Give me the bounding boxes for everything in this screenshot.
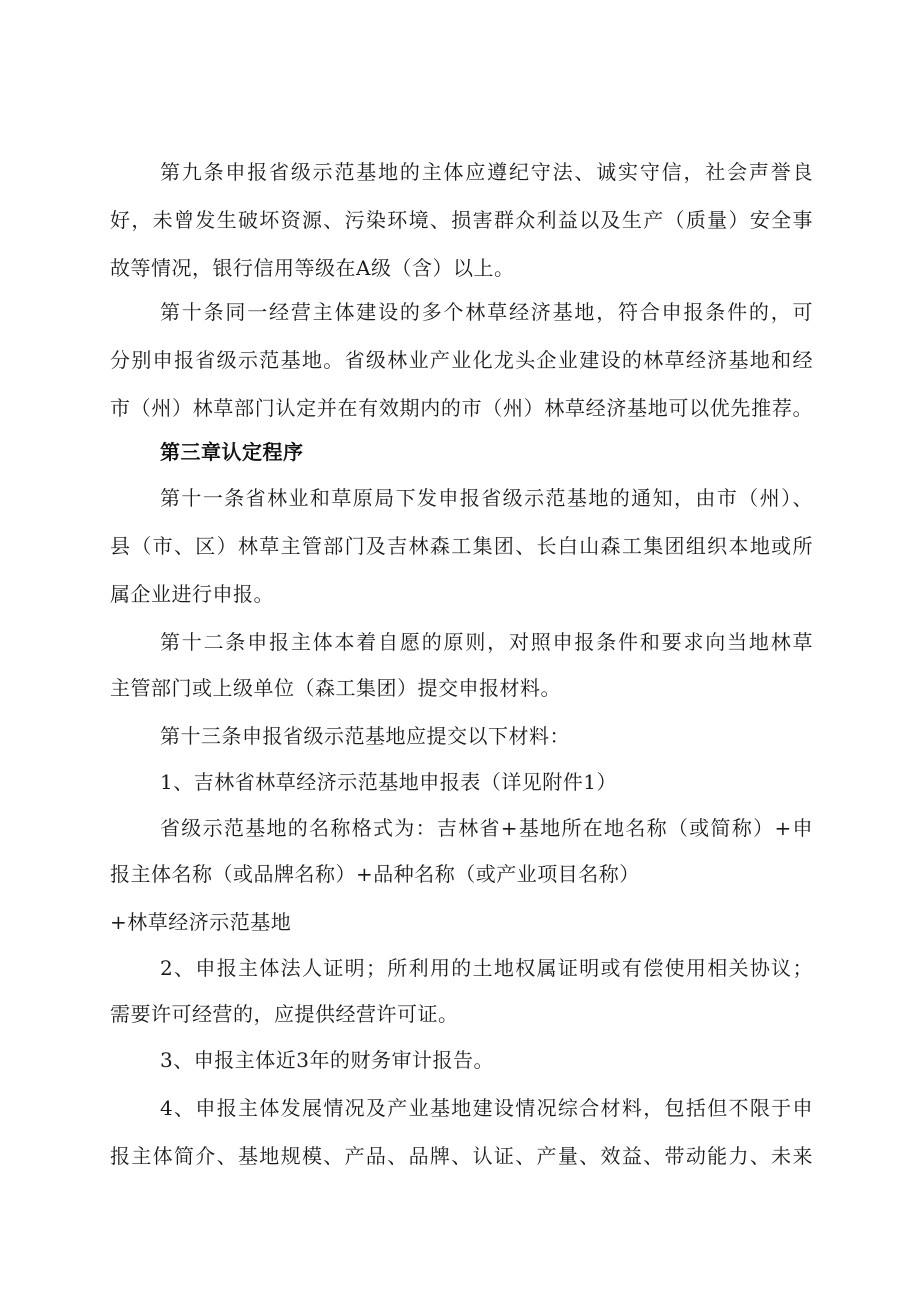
article-11-line-1: 第十一条省林业和草原局下发申报省级示范基地的通知，由市（州）、: [160, 486, 813, 510]
article-10-line-2: 分别申报省级示范基地。省级林业产业化龙头企业建设的林草经济基地和经: [110, 348, 813, 372]
naming-format-line-2: 报主体名称（或品牌名称）+品种名称（或产业项目名称）: [110, 862, 640, 886]
naming-format-line-3: +林草经济示范基地: [110, 910, 292, 934]
article-9-line-1: 第九条申报省级示范基地的主体应遵纪守法、诚实守信，社会声誉良: [160, 160, 813, 184]
article-9-line-2: 好，未曾发生破坏资源、污染环境、损害群众利益以及生产（质量）安全事: [110, 208, 813, 232]
article-12-line-1: 第十二条申报主体本着自愿的原则，对照申报条件和要求向当地林草: [160, 630, 813, 654]
item-1-line: 1、吉林省林草经济示范基地申报表（详见附件1）: [160, 770, 617, 794]
article-13-line-1: 第十三条申报省级示范基地应提交以下材料：: [160, 724, 570, 748]
item-2-line-2: 需要许可经营的，应提供经营许可证。: [110, 1002, 459, 1026]
article-10-line-3: 市（州）林草部门认定并在有效期内的市（州）林草经济基地可以优先推荐。: [110, 396, 813, 420]
item-4-line-2: 报主体简介、基地规模、产品、品牌、认证、产量、效益、带动能力、未来: [110, 1144, 813, 1168]
naming-format-line-1: 省级示范基地的名称格式为：吉林省+基地所在地名称（或简称）+申: [160, 816, 813, 840]
item-3-line: 3、申报主体近3年的财务审计报告。: [160, 1048, 494, 1072]
article-9-line-3: 故等情况，银行信用等级在A级（含）以上。: [110, 256, 515, 280]
chapter-3-heading: 第三章认定程序: [160, 440, 304, 464]
article-11-line-2: 县（市、区）林草主管部门及吉林森工集团、长白山森工集团组织本地或所: [110, 534, 813, 558]
article-10-line-1: 第十条同一经营主体建设的多个林草经济基地，符合申报条件的，可: [160, 300, 813, 324]
article-12-line-2: 主管部门或上级单位（森工集团）提交申报材料。: [110, 676, 561, 700]
article-11-line-3: 属企业进行申报。: [110, 582, 274, 606]
item-4-line-1: 4、申报主体发展情况及产业基地建设情况综合材料，包括但不限于申: [160, 1096, 813, 1120]
item-2-line-1: 2、申报主体法人证明；所利用的土地权属证明或有偿使用相关协议；: [160, 956, 813, 980]
